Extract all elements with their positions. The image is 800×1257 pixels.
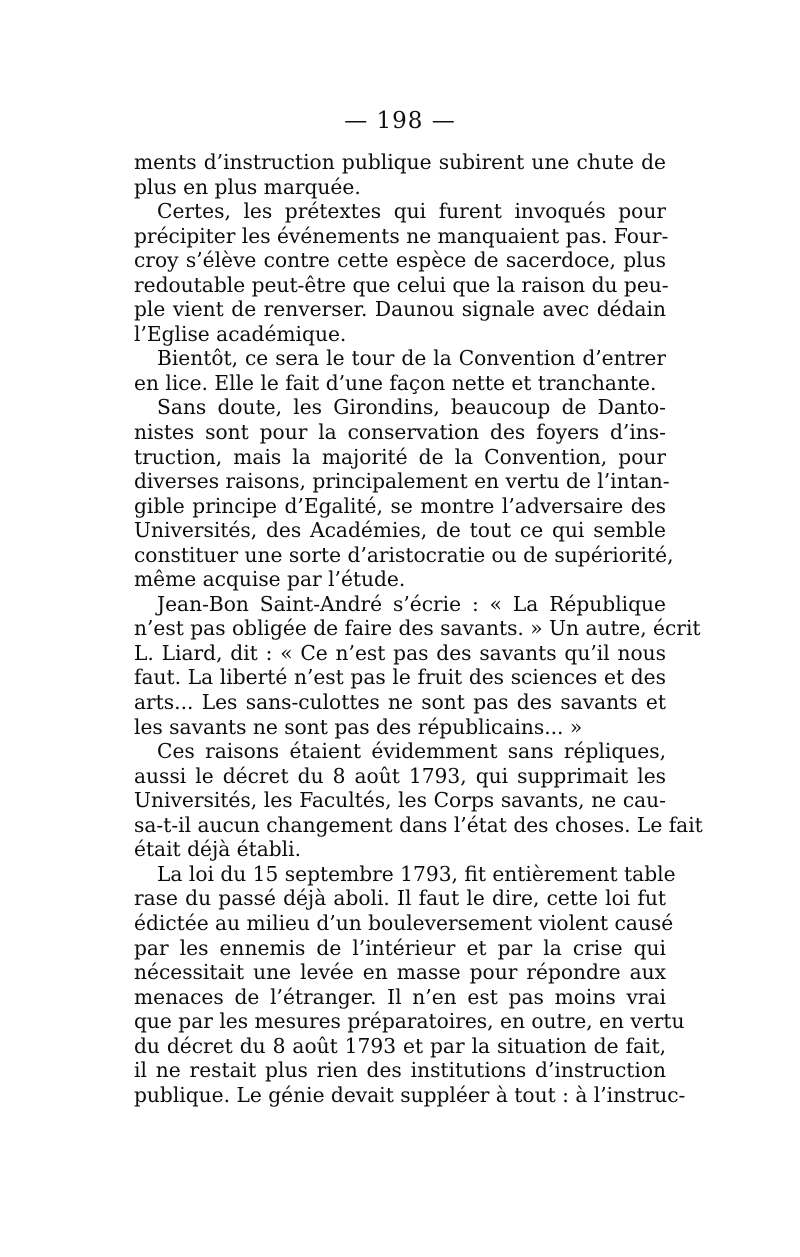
page-number: — 198 — — [344, 108, 456, 134]
text-line: L. Liard, dit : « Ce n’est pas des savants qu’il nous — [134, 640, 666, 665]
text-line: sa-t-il aucun changement dans l’état des choses. Le fait — [134, 812, 703, 837]
text-line: l’Eglise académique. — [134, 321, 347, 346]
text-line: menaces de l’étranger. Il n’en est pas moins vrai — [134, 984, 666, 1009]
text-line: nistes sont pour la conservation des foyers d’ins- — [134, 420, 666, 445]
text-line: en lice. Elle le fait d’une façon nette et tranchante. — [134, 370, 657, 395]
text-line: diverses raisons, principalement en vertu de l’intan- — [134, 469, 670, 494]
text-line: nécessitait une levée en masse pour répondre aux — [134, 960, 666, 985]
text-line: même acquise par l’étude. — [134, 567, 406, 592]
text-line: Universités, des Académies, de tout ce qui semble — [134, 518, 666, 543]
text-line: truction, mais la majorité de la Convention, pour — [134, 444, 666, 469]
text-line: les savants ne sont pas des républicains... » — [134, 714, 583, 739]
text-line: Jean-Bon Saint-André s’écrie : « La République — [157, 591, 666, 616]
text-line: gible principe d’Egalité, se montre l’adversaire des — [134, 493, 666, 518]
body-text — [134, 150, 703, 1107]
text-line: Ces raisons étaient évidemment sans répliques, — [157, 739, 666, 764]
text-line: que par les mesures préparatoires, en outre, en vertu — [134, 1009, 685, 1034]
text-line: faut. La liberté n’est pas le fruit des sciences et des — [134, 665, 666, 690]
text-line: précipiter les événements ne manquaient pas. Four- — [134, 223, 669, 248]
text-line: constituer une sorte d’aristocratie ou de supériorité, — [134, 542, 674, 567]
text-line: édictée au milieu d’un bouleversement violent causé — [134, 910, 674, 935]
text-line: il ne restait plus rien des institutions d’instruction — [134, 1058, 666, 1083]
text-line: Sans doute, les Girondins, beaucoup de Danto- — [157, 395, 666, 420]
text-line: arts... Les sans-culottes ne sont pas des savants et — [134, 690, 666, 715]
text-line: Certes, les prétextes qui furent invoqués pour — [157, 199, 666, 224]
text-line: La loi du 15 septembre 1793, fit entièrement table — [157, 861, 676, 886]
text-line: publique. Le génie devait suppléer à tout : à l’instruc- — [134, 1082, 686, 1107]
text-line: aussi le décret du 8 août 1793, qui supprimait les — [134, 763, 666, 788]
text-line: redoutable peut-être que celui que la raison du peu- — [134, 272, 669, 297]
text-line: Universités, les Facultés, les Corps savants, ne cau- — [134, 788, 666, 813]
text-line: plus en plus marquée. — [134, 174, 361, 199]
text-line: par les ennemis de l’intérieur et par la crise qui — [134, 935, 666, 960]
text-line: ple vient de renverser. Daunou signale avec dédain — [134, 297, 666, 322]
text-line: ments d’instruction publique subirent une chute de — [134, 150, 666, 174]
text-line: du décret du 8 août 1793 et par la situation de fait, — [134, 1033, 666, 1058]
text-line: était déjà établi. — [134, 837, 302, 862]
text-line: croy s’élève contre cette espèce de sacerdoce, plus — [134, 248, 666, 273]
text-line: n’est pas obligée de faire des savants. » Un autre, écrit — [134, 616, 701, 641]
text-line: Bientôt, ce sera le tour de la Convention d’entrer — [157, 346, 666, 371]
text-line: rase du passé déjà aboli. Il faut le dire, cette loi fut — [134, 886, 666, 911]
